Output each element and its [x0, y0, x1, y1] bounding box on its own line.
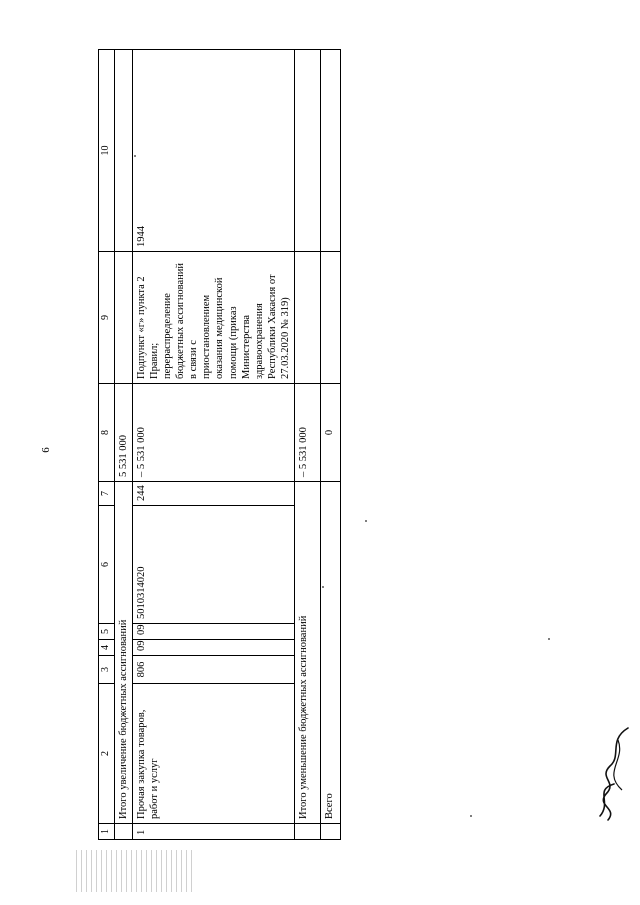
scan-speck: [470, 815, 472, 817]
header-cell: 6: [99, 506, 115, 624]
item-row: [132, 50, 295, 840]
increase-total-label: Итого увеличение бюджетных ассигнований: [114, 482, 132, 824]
scan-stamp-smudge: [76, 850, 196, 892]
item-amount: – 5 531 000: [132, 384, 295, 482]
increase-total-row: [114, 50, 132, 840]
header-cell: 10: [99, 50, 115, 252]
grand-total-label: Всего: [321, 482, 341, 824]
item-col3: 806: [132, 656, 295, 684]
page-number: 6: [40, 447, 52, 453]
item-basis: Подпункт «г» пункта 2 Правил; перераспределение бюджетных ассигнований в связи с приостановлением оказания медицинской помощи (приказ Министерства здравоохранения Республики Хакасия от 27.03.2020 № 319): [132, 252, 295, 384]
signature-icon: [588, 720, 638, 830]
item-col6: 5010314020: [132, 506, 295, 624]
scan-speck: [134, 155, 136, 157]
grand-total-row: [321, 50, 341, 840]
scan-speck: [322, 586, 324, 588]
header-row: [99, 50, 115, 840]
item-number: 1: [132, 824, 295, 840]
header-cell: 9: [99, 252, 115, 384]
header-cell: 4: [99, 640, 115, 656]
decrease-total-label: Итого уменьшение бюджетных ассигнований: [295, 482, 321, 824]
budget-table-rotated: [98, 50, 336, 840]
increase-total-amount: 5 531 000: [114, 384, 132, 482]
header-cell: 1: [99, 824, 115, 840]
header-cell: 5: [99, 624, 115, 640]
header-cell: 3: [99, 656, 115, 684]
scan-speck: [365, 520, 367, 522]
grand-total-amount: 0: [321, 384, 341, 482]
scan-speck: [548, 638, 550, 640]
header-cell: 2: [99, 684, 115, 824]
item-col7: 244: [132, 482, 295, 506]
item-code: 1944: [132, 50, 295, 252]
item-col5: 09: [132, 624, 295, 640]
item-col4: 09: [132, 640, 295, 656]
decrease-total-amount: – 5 531 000: [295, 384, 321, 482]
item-name: Прочая закупка товаров, работ и услуг: [132, 684, 295, 824]
header-cell: 8: [99, 384, 115, 482]
decrease-total-row: [295, 50, 321, 840]
header-cell: 7: [99, 482, 115, 506]
budget-table: [98, 49, 341, 840]
